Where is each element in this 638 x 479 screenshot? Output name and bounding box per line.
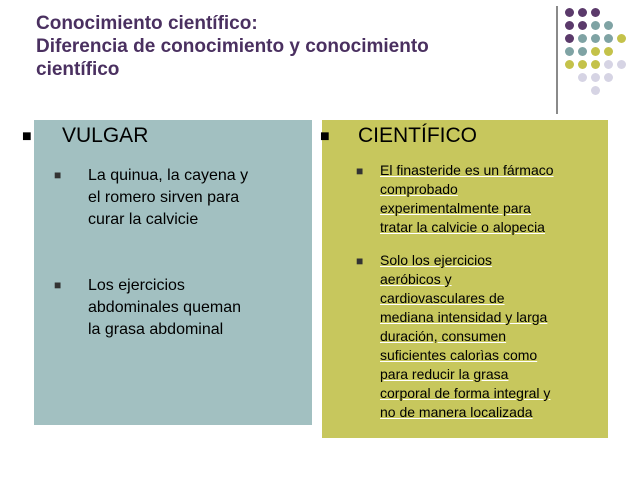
decorative-dot	[578, 60, 587, 69]
decorative-dot	[578, 8, 587, 17]
title-line-3: científico	[36, 59, 120, 80]
cientifico-item-1	[380, 161, 554, 237]
cientifico-item-1-line: tratar la calvicie o alopecia	[380, 219, 545, 235]
decorative-dot	[565, 47, 574, 56]
vulgar-item-2-line: abdominales queman	[88, 299, 241, 316]
cientifico-item-2-line: no de manera localizada	[380, 404, 533, 420]
cientifico-item-2-line: para reducir la grasa	[380, 366, 509, 382]
cientifico-item-1-line: El finasteride es un fármaco	[380, 162, 554, 178]
cientifico-heading: CIENTÍFICO	[358, 124, 477, 147]
vulgar-item-2-line: la grasa abdominal	[88, 321, 224, 338]
cientifico-item-1-line: comprobado	[380, 181, 458, 197]
sub-bullet-icon: ■	[356, 254, 364, 268]
decorative-dot	[578, 34, 587, 43]
cientifico-item-2-line: duración, consumen	[380, 328, 507, 344]
decorative-dot	[591, 73, 600, 82]
vulgar-panel	[22, 120, 312, 425]
decorative-dot	[604, 21, 613, 30]
decorative-dot	[565, 8, 574, 17]
decorative-dot	[604, 47, 613, 56]
cientifico-panel	[322, 120, 608, 438]
decorative-divider-line	[556, 6, 558, 114]
title-line-1: Conocimiento científico:	[36, 13, 258, 34]
vulgar-item-1-line: curar la calvicie	[88, 211, 199, 228]
decorative-dot	[578, 47, 587, 56]
vulgar-item-2-line: Los ejercicios	[88, 277, 185, 294]
decorative-dot	[565, 34, 574, 43]
slide-title	[36, 12, 556, 81]
decorative-dot	[565, 21, 574, 30]
vulgar-item-1-line: La quinua, la cayena y	[88, 167, 249, 184]
decorative-dot	[617, 60, 626, 69]
decorative-dot	[591, 86, 600, 95]
vulgar-item-2	[88, 275, 241, 341]
bullet-icon: ■	[22, 128, 32, 145]
cientifico-item-2-line: aeróbicos y	[380, 271, 452, 287]
cientifico-item-2-line: mediana intensidad y larga	[380, 309, 548, 325]
vulgar-heading: VULGAR	[62, 124, 149, 147]
cientifico-item-2-line: suficientes calorìas como	[380, 347, 538, 363]
title-line-2: Diferencia de conocimiento y conocimiento	[36, 36, 429, 57]
vulgar-item-1-line: el romero sirven para	[88, 189, 240, 206]
cientifico-item-2-line: cardiovasculares de	[380, 290, 505, 306]
decorative-dot	[591, 60, 600, 69]
decorative-dot	[604, 34, 613, 43]
decorative-dot	[578, 73, 587, 82]
decorative-dot	[591, 34, 600, 43]
decorative-dot	[591, 21, 600, 30]
cientifico-item-2	[380, 251, 550, 422]
decorative-dot	[565, 60, 574, 69]
vulgar-item-1	[88, 165, 248, 231]
cientifico-item-1-line: experimentalmente para	[380, 200, 531, 216]
sub-bullet-icon: ■	[356, 164, 364, 178]
bullet-icon: ■	[320, 128, 330, 145]
sub-bullet-icon: ■	[54, 168, 62, 182]
decorative-dot	[591, 8, 600, 17]
decorative-dot	[604, 60, 613, 69]
decorative-dot	[591, 47, 600, 56]
cientifico-item-2-line: Solo los ejercicios	[380, 252, 493, 268]
decorative-dot	[604, 73, 613, 82]
decorative-dot	[578, 21, 587, 30]
cientifico-item-2-line: corporal de forma integral y	[380, 385, 551, 401]
sub-bullet-icon: ■	[54, 278, 62, 292]
decorative-dot	[617, 34, 626, 43]
